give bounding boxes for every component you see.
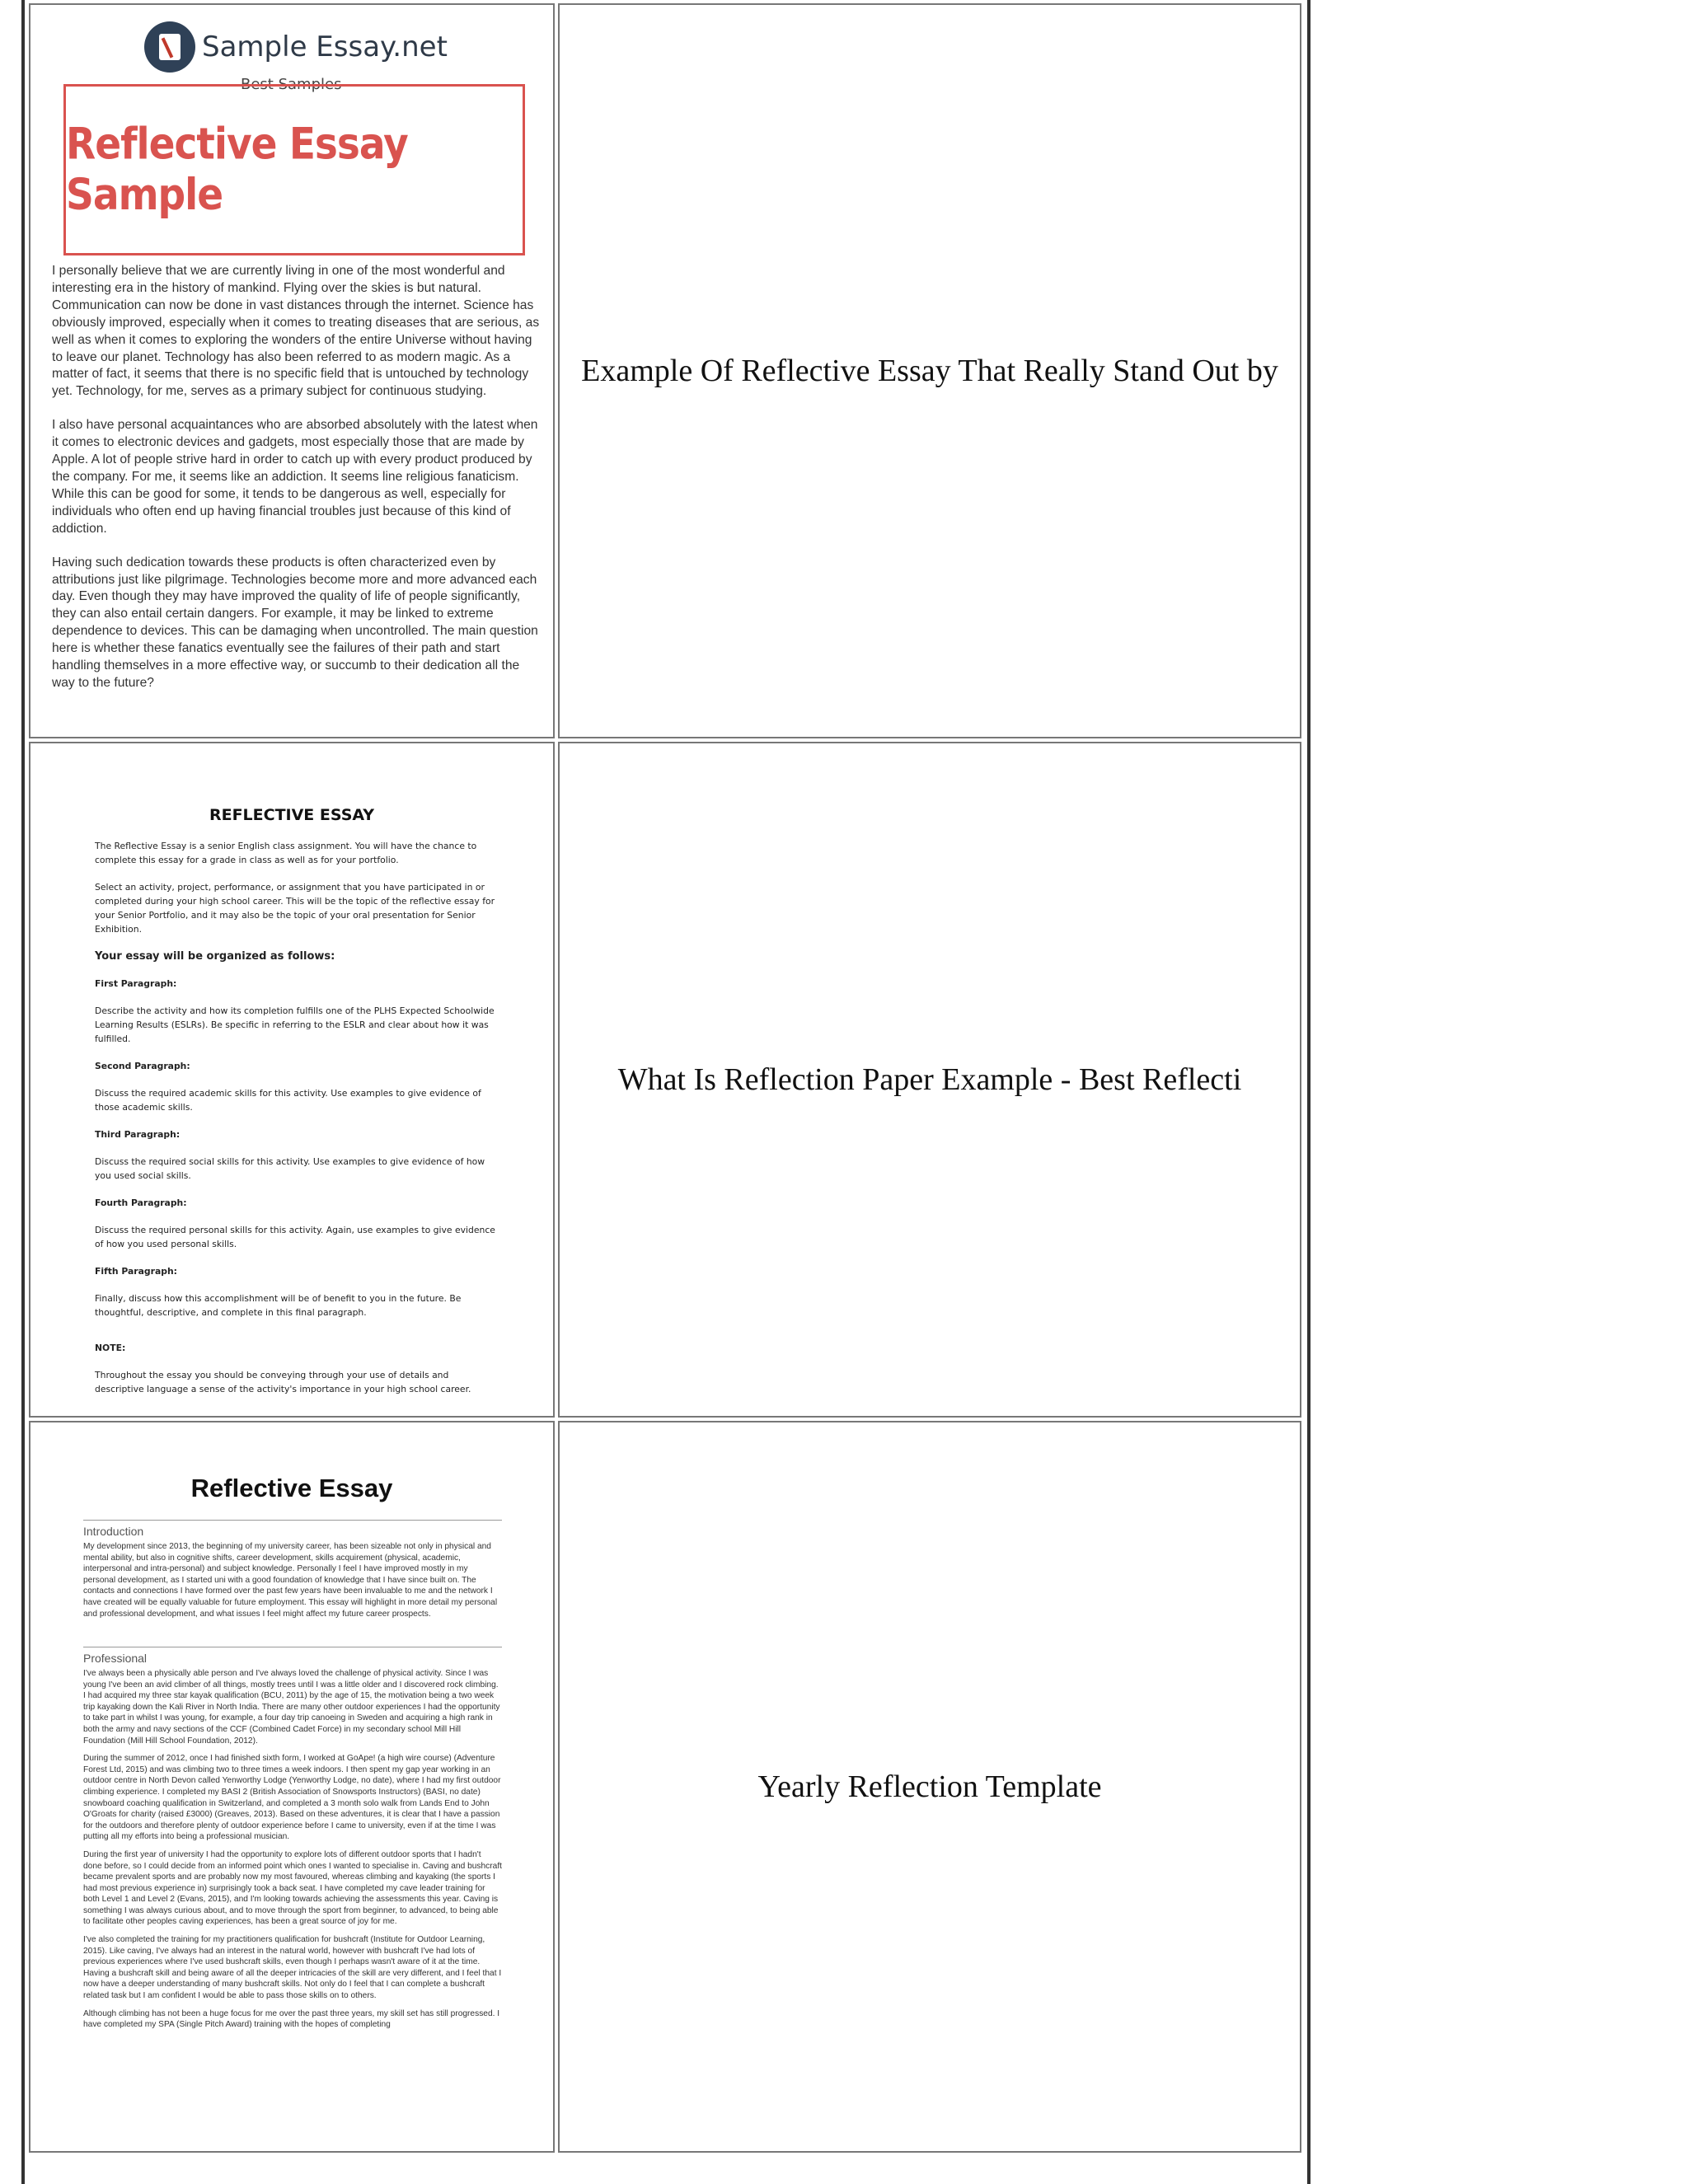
thumbnail-reflective-essay-assignment[interactable] xyxy=(30,743,553,1416)
assignment-body xyxy=(95,839,499,1409)
logo-text: Sample Essay.net xyxy=(202,30,448,63)
note-heading: NOTE: xyxy=(95,1343,126,1353)
result-caption[interactable]: Example Of Reflective Essay That Really Stand Out by xyxy=(581,354,1278,388)
section-text: Finally, discuss how this accomplishment will be of benefit to you in the future. Be thoughtful, descriptive, and complete in this final paragraph. xyxy=(95,1293,462,1318)
essay-paragraph: My development since 2013, the beginning of my university career, has been sizeable not only in physical and mental ability, but also in cognitive shifts, career development, skills acquirement (physical, academic, interpersonal and intra-personal) and subject knowledge. Personally I feel I have improved mostly in my personal development, as I started uni with a good foundation of knowledge that I have since built on. The contacts and connections I have formed over the past few years have been invaluable to me and the network I have created will be equally valuable for future employment. This essay will highlight in more detail my personal and professional development, and what issues I feel might affect my future career prospects. xyxy=(83,1542,498,1619)
essay-paragraph: During the summer of 2012, once I had finished sixth form, I worked at GoApe! (a high wire course) (Adventure Forest Ltd, 2015) and was climbing two to three times a week indoors. I then spent my gap year working in an outdoor centre in North Devon called Yenworthy Lodge (Yenworthy Lodge, no date), where I had my first outdoor climbing experience. I completed my BASI 2 (British Association of Snowsports Instructors) (BASI, no date) snowboard coaching qualification in Switzerland, and completed a 3 month solo walk from Lands End to John O'Groats for charity (raised £3000) (Greaves, 2013). Based on these adventures, it is clear that I have a passion for the outdoors and therefore plenty of outdoor experience before I came to university, even if at the time I was putting all my efforts into being a professional musician. xyxy=(83,1754,501,1842)
banner-title: Reflective Essay Sample xyxy=(66,119,408,221)
document-title: Reflective Essay xyxy=(190,1474,393,1502)
thumbnail-cell[interactable] xyxy=(29,1421,555,2153)
intro-paragraph: Select an activity, project, performance, or assignment that you have participated in or completed during your high school career. This will be the topic of the reflective essay for your Senior Portfolio, and it may also be the topic of your oral presentation for Senior Exhibition. xyxy=(95,882,495,935)
thumbnail-cell[interactable] xyxy=(29,3,555,738)
essay-paragraph: Although climbing has not been a huge focus for me over the past three years, my skill set has still progressed. I have completed my SPA (Single Pitch Award) training with the hopes of completing xyxy=(83,2008,500,2030)
section-text: Discuss the required social skills for this activity. Use examples to give evidence of how you used social skills. xyxy=(95,1156,485,1181)
essay-body xyxy=(52,263,540,709)
title-banner xyxy=(63,84,525,255)
intro-text xyxy=(83,1541,502,1626)
document-title: REFLECTIVE ESSAY xyxy=(209,806,375,824)
essay-paragraph: I personally believe that we are currently living in one of the most wonderful and interesting era in the history of mankind. Flying over the skies is but natural. Communication can now be done in vast distances through the internet. Science has obviously improved, especially when it comes to treating diseases that are serious, as well as when it comes to exploring the wonders of the entire Universe without having to leave our planet. Technology has also been referred to as modern magic. As a matter of fact, it seems that there is no specific field that is untouched by technology yet. Technology, for me, serves as a primary subject for continuous studying. xyxy=(52,264,540,399)
essay-paragraph: Having such dedication towards these products is often characterized even by attributions just like pilgrimage. Technologies become more and more advanced each day. Even though they may have improved the quality of life of people significantly, they can also entail certain dangers. For example, it may be linked to extreme dependence to devices. This can be damaging when uncontrolled. The main question here is whether these fanatics eventually see the failures of their path and start handling themselves in a more effective way, or succumb to their dedication all the way to the future? xyxy=(52,555,538,690)
table-row xyxy=(29,3,1301,738)
table-row xyxy=(29,1421,1301,2153)
caption-cell[interactable] xyxy=(558,3,1301,738)
section-text: Discuss the required personal skills for this activity. Again, use examples to give evidence of how you used personal skills. xyxy=(95,1225,495,1249)
section-heading: Professional xyxy=(83,1652,148,1665)
section-heading: Second Paragraph: xyxy=(95,1061,190,1071)
section-text: Describe the activity and how its completion fulfills one of the PLHS Expected Schoolwide Learning Results (ESLRs). Be specific in referring to the ESLR and clear about how it was fulfilled. xyxy=(95,1005,495,1044)
table-row xyxy=(29,742,1301,1418)
caption-cell[interactable] xyxy=(558,742,1301,1418)
thumbnail-cell[interactable] xyxy=(29,742,555,1418)
essay-paragraph: I've also completed the training for my practitioners qualification for bushcraft (Institute for Outdoor Learning, 2015). Like caving, I've always had an interest in the natural world, however with bushcraft I've had lots of previous experiences where I've used bushcraft skills, even though I perhaps wasn't aware of it at the time. Having a bushcraft skill and being aware of all the deeper intricacies of the skill are very different, and I feel that I now have a deeper understanding of many bushcraft skills. Not only do I feel that I can complete a bushcraft related task but I am confident I would be able to pass those skills on to others. xyxy=(83,1935,502,2001)
section-heading: Third Paragraph: xyxy=(95,1129,181,1140)
result-caption[interactable]: Yearly Reflection Template xyxy=(757,1769,1102,1804)
essay-paragraph: During the first year of university I had the opportunity to explore lots of different outdoor sports that I hadn't done before, so I could decide from an informed point which ones I wanted to specialise in. Caving and bushcraft became prevalent sports and are probably now my most favoured, whereas climbing and kayaking (the sports I had most previous experience in) surprisingly took a back seat. I have completed my cave leader training for both Level 1 and Level 2 (Evans, 2015), and I'm looking towards achieving the assessments this year. Caving is something I was always curious about, and to move through the sport from beginner, to advanced, to being able to facilitate other peoples caving experiences, has been a great source of joy for me. xyxy=(83,1849,502,1927)
section-text: Discuss the required academic skills for this activity. Use examples to give evidence of those academic skills. xyxy=(95,1088,481,1113)
section-heading: Introduction xyxy=(83,1525,144,1538)
professional-text xyxy=(83,1668,502,2037)
section-heading: Fourth Paragraph: xyxy=(95,1197,187,1208)
thumbnail-reflective-essay-sample[interactable] xyxy=(30,5,553,737)
thumbnail-reflective-essay-example[interactable] xyxy=(30,1422,553,2151)
intro-paragraph: The Reflective Essay is a senior English class assignment. You will have the chance to complete this essay for a grade in class as well as for your portfolio. xyxy=(95,841,477,865)
section-heading: First Paragraph: xyxy=(95,978,177,989)
essay-paragraph: I've always been a physically able person and I've always loved the challenge of physical activity. Since I was young I've been an avid climber of all things, mostly trees until I was a little older and I discovered rock climbing. I had acquired my three star kayak qualification (BCU, 2011) by the age of 15, the motivation being a two week trip kayaking down the Kali River in North India. There are many other outdoor experiences I had the opportunity to take part in whilst I was young, for example, a four day trip canoeing in Sweden and acquiring a high rank in both the army and navy sections of the CCF (Combined Cadet Force) in my secondary school Mill Hill Foundation (Mill Hill School Foundation, 2012). xyxy=(83,1669,500,1746)
result-caption[interactable]: What Is Reflection Paper Example - Best Reflecti xyxy=(617,1062,1242,1097)
essay-paragraph: I also have personal acquaintances who are absorbed absolutely with the latest when it comes to electronic devices and gadgets, most especially those that are made by Apple. A lot of people strive hard in order to catch up with every product produced by the company. For me, it seems like an addiction. It seems line religious fanaticism. While this can be good for some, it tends to be dangerous as well, especially for individuals who often end up having financial troubles just because of this kind of addiction. xyxy=(52,418,538,536)
results-table xyxy=(26,0,1305,2156)
caption-cell[interactable] xyxy=(558,1421,1301,2153)
sample-essay-logo xyxy=(144,21,448,73)
note-text: Throughout the essay you should be conveying through your use of details and descriptive language a sense of the activity's importance in your high school career. xyxy=(95,1370,471,1394)
organized-heading: Your essay will be organized as follows: xyxy=(95,950,335,963)
section-heading: Fifth Paragraph: xyxy=(95,1266,177,1277)
divider xyxy=(83,1520,502,1521)
logo-tagline: Best Samples xyxy=(241,76,342,93)
pen-paper-icon xyxy=(144,21,195,73)
